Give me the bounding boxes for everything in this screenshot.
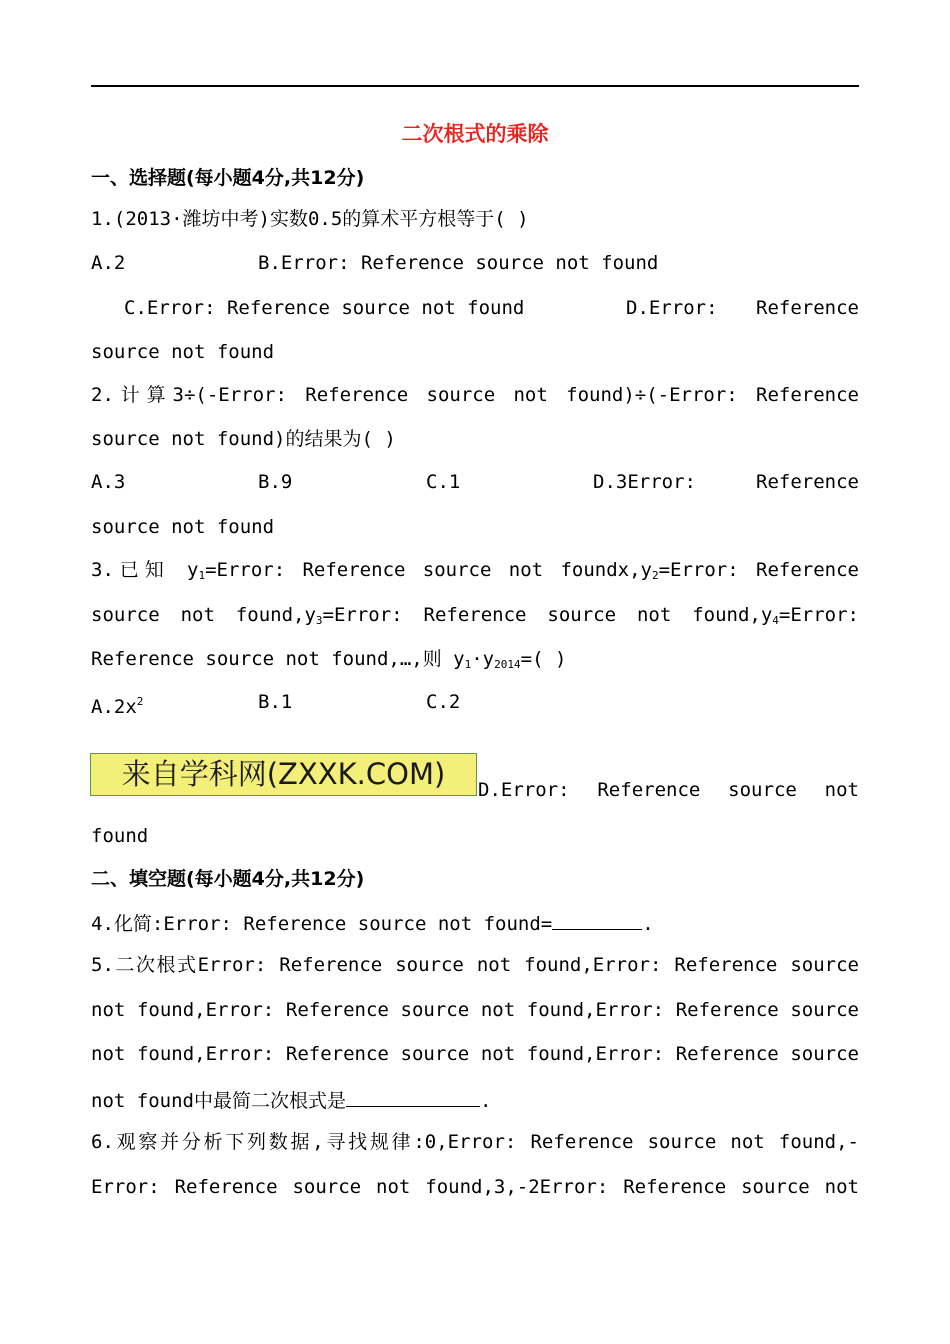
q3-option-d: D.Error: Reference source not (478, 779, 859, 801)
q1-option-b: B.Error: Reference source not found (258, 252, 659, 274)
question-3-line1: 3.已知 $y_1=Error$: Reference source not $foundx,y_2=Error$: Reference (91, 559, 859, 582)
q4-answer-blank (552, 910, 642, 930)
q1-option-a: A.2 (91, 252, 126, 274)
q3-option-d-cont: found (91, 825, 149, 847)
q1-option-c: C.Error: Reference source not found (124, 297, 525, 319)
question-1-stem: 1.(2013·潍坊中考)实数0.5的算术平方根等于( ) (91, 208, 529, 230)
q2-option-a: A.3 (91, 471, 126, 493)
q3-option-a: $A.2x^2$ (91, 695, 144, 718)
top-rule (91, 85, 859, 87)
question-2-stem-line2: source not found)的结果为( ) (91, 428, 396, 450)
page-title: 二次根式的乘除 (401, 122, 549, 146)
question-5-line1: 5.二次根式Error: Reference source not found,Error: Reference source (91, 954, 859, 976)
question-3-line2: source not $found,y_3=Error$: Reference source not $found,y_4=Error$: (91, 604, 859, 627)
q1-option-d-cont: source not found (91, 341, 275, 363)
q2-option-d-cont: source not found (91, 516, 275, 538)
q2-option-b: B.9 (258, 471, 293, 493)
question-6-line2: Error: Reference source not found,3,-2Error: Reference source not (91, 1176, 859, 1198)
question-5-line4: not found中最简二次根式是 . (91, 1087, 859, 1113)
question-4: 4.化简:Error: Reference source not found= . (91, 910, 859, 936)
q5-answer-blank (346, 1087, 480, 1107)
section-heading-fill: 二、填空题(每小题4分,共12分) (91, 868, 365, 890)
q2-option-c: C.1 (426, 471, 461, 493)
zxxk-watermark-logo: 来自学科网(ZXXK.COM) (90, 753, 477, 796)
q2-option-d: D.3Error: Reference (593, 471, 859, 493)
question-5-line2: not found,Error: Reference source not found,Error: Reference source (91, 999, 859, 1021)
question-2-stem-line1: 2.计算3÷(-Error: Reference source not found)÷(-Error: Reference (91, 384, 859, 406)
question-3-line3: Reference source not found,…,则 $y_1\cdot y_{2014}=$( ) (91, 648, 567, 671)
q3-option-b: B.1 (258, 691, 293, 713)
q3-option-c: C.2 (426, 691, 461, 713)
section-heading-choice: 一、选择题(每小题4分,共12分) (91, 167, 365, 189)
question-5-line3: not found,Error: Reference source not found,Error: Reference source (91, 1043, 859, 1065)
q1-option-d: D.Error: Reference (626, 297, 859, 319)
question-6-line1: 6.观察并分析下列数据,寻找规律:0,Error: Reference source not found,- (91, 1131, 859, 1153)
